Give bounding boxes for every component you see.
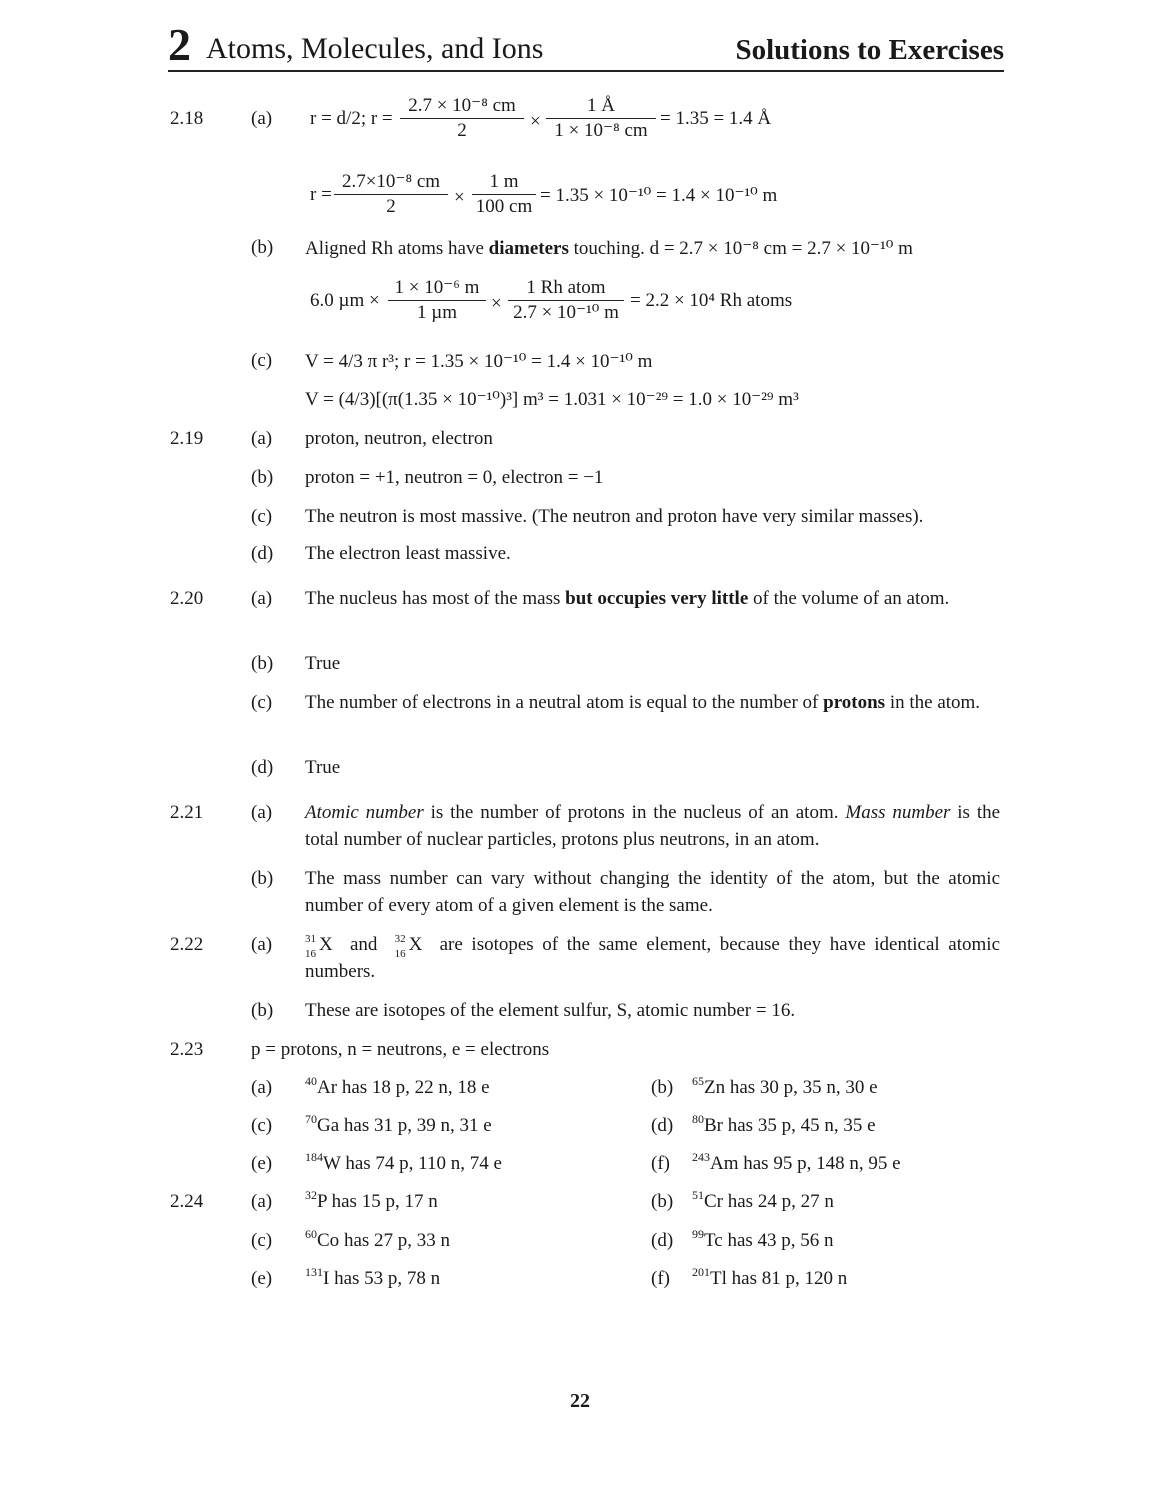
- nuclide-entry: [305, 1150, 502, 1175]
- numerator: 1 Rh atom: [526, 277, 606, 298]
- section-title: Solutions to Exercises: [735, 34, 1004, 66]
- mass-number: 70: [305, 1112, 317, 1126]
- part-label: (e): [251, 1153, 273, 1174]
- mass-number: 131: [305, 1265, 323, 1279]
- part-label: (f): [651, 1268, 670, 1289]
- part-label: (d): [651, 1115, 674, 1136]
- exercise-number: 2.21: [170, 802, 204, 823]
- nuclide-entry: [692, 1074, 878, 1099]
- text-run: has 95 p, 148 n, 95 e: [743, 1153, 901, 1174]
- text-run: has 35 p, 45 n, 35 e: [727, 1115, 876, 1136]
- denominator: 2: [386, 196, 396, 217]
- text-run: has 43 p, 56 n: [727, 1230, 834, 1251]
- part-label: (a): [251, 428, 273, 449]
- text-run: has 27 p, 33 n: [343, 1230, 451, 1251]
- mass-number: 40: [305, 1074, 317, 1088]
- nuclide-entry: [305, 1188, 438, 1213]
- part-text: proton, neutron, electron: [305, 428, 493, 449]
- part-label: (c): [251, 1230, 273, 1251]
- mass-number: 32: [394, 933, 406, 945]
- nuclide-entry: [305, 1112, 492, 1137]
- bold-term: but occupies very little: [565, 588, 749, 609]
- part-label: (b): [251, 868, 274, 889]
- fraction: [546, 95, 656, 142]
- element-symbol: Co: [317, 1230, 340, 1251]
- text-run: has 30 p, 35 n, 30 e: [729, 1077, 878, 1098]
- part-label: (a): [251, 588, 273, 609]
- equation-result: = 1.35 × 10⁻¹⁰ = 1.4 × 10⁻¹⁰ m: [540, 185, 778, 206]
- denominator: 2.7 × 10⁻¹⁰ m: [513, 302, 619, 323]
- element-symbol: Am: [710, 1153, 739, 1174]
- element-symbol: I: [323, 1268, 330, 1289]
- numerator: 2.7×10⁻⁸ cm: [341, 171, 441, 192]
- bold-term: protons: [823, 692, 886, 713]
- fraction-bar: [546, 118, 656, 119]
- text-run: has 74 p, 110 n, 74 e: [345, 1153, 502, 1174]
- page-header: [168, 19, 1004, 70]
- element-symbol: W: [323, 1153, 341, 1174]
- part-label: (b): [651, 1077, 674, 1098]
- equation-prefix: r =: [310, 184, 332, 205]
- atomic-number: 16: [305, 948, 316, 960]
- equation-line: V = (4/3)[(π(1.35 × 10⁻¹⁰)³] m³ = 1.031 × 10⁻²⁹ = 1.0 × 10⁻²⁹ m³: [305, 389, 799, 410]
- part-text: True: [305, 653, 341, 674]
- element-symbol: Cr: [704, 1191, 723, 1212]
- fraction-bar: [388, 300, 486, 301]
- mass-number: 65: [692, 1074, 704, 1088]
- nuclide-entry: [305, 1227, 451, 1252]
- element-symbol: Zn: [704, 1077, 726, 1098]
- part-text: [305, 799, 1000, 853]
- fraction-bar: [334, 194, 448, 195]
- nuclide-entry: [692, 1227, 834, 1252]
- part-text: [305, 237, 913, 260]
- text-run: has 31 p, 39 n, 31 e: [343, 1115, 492, 1136]
- text-run: The nucleus has most of the mass: [305, 588, 561, 609]
- element-symbol: Ar: [317, 1077, 338, 1098]
- numerator: 1 m: [489, 171, 519, 192]
- page-number: 22: [570, 1390, 590, 1412]
- chapter-number: 2: [168, 19, 191, 70]
- fraction-bar: [400, 118, 524, 119]
- element-symbol: Br: [704, 1115, 723, 1136]
- mass-number: 31: [305, 933, 316, 945]
- exercise-number: 2.18: [170, 108, 204, 129]
- part-label: (f): [651, 1153, 670, 1174]
- part-label: (c): [251, 692, 273, 713]
- numerator: 2.7 × 10⁻⁸ cm: [408, 95, 516, 116]
- fraction-bar: [472, 194, 536, 195]
- mass-number: 184: [305, 1150, 323, 1164]
- part-label: (c): [251, 350, 273, 371]
- part-label: (a): [251, 1191, 273, 1212]
- text-run: are isotopes of the same element, because they have identical atomic numbers.: [305, 934, 1001, 982]
- chapter-title: Atoms, Molecules, and Ions: [206, 32, 544, 65]
- part-label: (d): [651, 1230, 674, 1251]
- part-label: (e): [251, 1268, 273, 1289]
- part-label: (d): [251, 757, 274, 778]
- mass-number: 51: [692, 1188, 704, 1202]
- text-run: is the total number of nuclear particles, protons plus neutrons, in an atom.: [305, 802, 1001, 850]
- text-run: is the number of protons in the nucleus of an atom.: [430, 802, 839, 823]
- mass-number: 99: [692, 1227, 704, 1241]
- part-text: The neutron is most massive. (The neutron and proton have very similar masses).: [305, 506, 924, 527]
- denominator: 1 × 10⁻⁸ cm: [554, 120, 648, 141]
- part-label: (c): [251, 1115, 273, 1136]
- mass-number: 80: [692, 1112, 704, 1126]
- part-text: [305, 689, 1000, 716]
- exercise-number: 2.22: [170, 934, 204, 955]
- times-sign: ×: [491, 293, 502, 314]
- mass-number: 243: [692, 1150, 710, 1164]
- element-symbol: Tc: [704, 1230, 723, 1251]
- element-symbol: X: [408, 934, 423, 955]
- part-label: (b): [251, 467, 274, 488]
- part-label: (a): [251, 934, 273, 955]
- element-symbol: P: [317, 1191, 327, 1212]
- isotope-notation: [305, 932, 319, 960]
- denominator: 1 µm: [417, 302, 457, 323]
- nuclide-entry: [305, 1074, 490, 1099]
- part-label: (a): [251, 1077, 273, 1098]
- part-label: (b): [251, 1000, 274, 1021]
- text-run: of the volume of an atom.: [753, 588, 950, 609]
- nuclide-entry: [692, 1112, 876, 1137]
- text-run: touching. d = 2.7 × 10⁻⁸ cm = 2.7 × 10⁻¹⁰ m: [573, 238, 913, 259]
- numerator: 1 Å: [587, 95, 615, 116]
- fraction: [334, 171, 448, 218]
- part-label: (d): [251, 543, 274, 564]
- equation-line: V = 4/3 π r³; r = 1.35 × 10⁻¹⁰ = 1.4 × 10⁻¹⁰ m: [305, 351, 653, 372]
- nuclide-entry: [692, 1265, 848, 1290]
- equation-prefix: 6.0 µm ×: [310, 290, 380, 311]
- times-sign: ×: [530, 111, 541, 132]
- nuclide-entry: [305, 1265, 441, 1290]
- part-text: proton = +1, neutron = 0, electron = −1: [305, 467, 604, 488]
- part-label: (a): [251, 108, 273, 129]
- bold-term: diameters: [488, 238, 569, 259]
- part-label: (b): [251, 653, 274, 674]
- part-label: (b): [251, 237, 274, 258]
- mass-number: 201: [692, 1265, 710, 1279]
- fraction: [388, 277, 486, 324]
- part-text: The electron least massive.: [305, 543, 511, 564]
- fraction: [472, 171, 536, 218]
- part-text: True: [305, 757, 341, 778]
- element-symbol: X: [319, 934, 333, 955]
- text-run: has 53 p, 78 n: [334, 1268, 441, 1289]
- italic-term: Atomic number: [305, 802, 424, 823]
- nuclide-entry: [692, 1150, 901, 1175]
- fraction: [400, 95, 524, 142]
- text-run: has 24 p, 27 n: [727, 1191, 834, 1212]
- denominator: 100 cm: [475, 196, 533, 217]
- text-run: Aligned Rh atoms have: [305, 238, 484, 259]
- exercise-number: 2.19: [170, 428, 204, 449]
- text-run: has 81 p, 120 n: [731, 1268, 848, 1289]
- exercise-number: 2.20: [170, 588, 204, 609]
- part-label: (b): [651, 1191, 674, 1212]
- equation-prefix: r = d/2; r =: [310, 108, 393, 129]
- italic-term: Mass number: [845, 802, 951, 823]
- times-sign: ×: [454, 187, 465, 208]
- text-run: has 18 p, 22 n, 18 e: [341, 1077, 490, 1098]
- nuclide-entry: [692, 1188, 834, 1213]
- fraction: [508, 277, 624, 324]
- fraction-bar: [508, 300, 624, 301]
- part-text: The mass number can vary without changing the identity of the atom, but the atomic number of every atom of a given element is the same.: [305, 868, 1000, 916]
- isotope-notation: [394, 932, 409, 960]
- element-symbol: Ga: [317, 1115, 340, 1136]
- part-label: (c): [251, 506, 273, 527]
- equation-result: = 1.35 = 1.4 Å: [660, 108, 772, 129]
- text-run: and: [349, 934, 378, 955]
- text-run: has 15 p, 17 n: [331, 1191, 438, 1212]
- element-symbol: Tl: [710, 1268, 727, 1289]
- atomic-number: 16: [394, 948, 406, 960]
- part-text: These are isotopes of the element sulfur, S, atomic number = 16.: [305, 1000, 796, 1021]
- mass-number: 60: [305, 1227, 317, 1241]
- text-run: in the atom.: [889, 692, 981, 713]
- header-rule: [168, 70, 1004, 72]
- part-text: [305, 585, 1000, 612]
- equation-result: = 2.2 × 10⁴ Rh atoms: [630, 290, 793, 311]
- intro-text: p = protons, n = neutrons, e = electrons: [251, 1039, 550, 1060]
- part-label: (a): [251, 802, 273, 823]
- part-text: [305, 931, 1000, 985]
- mass-number: 32: [305, 1188, 317, 1202]
- exercise-number: 2.24: [170, 1191, 204, 1212]
- numerator: 1 × 10⁻⁶ m: [394, 277, 480, 298]
- denominator: 2: [457, 120, 467, 141]
- text-run: The number of electrons in a neutral atom is equal to the number of: [305, 692, 819, 713]
- exercise-number: 2.23: [170, 1039, 204, 1060]
